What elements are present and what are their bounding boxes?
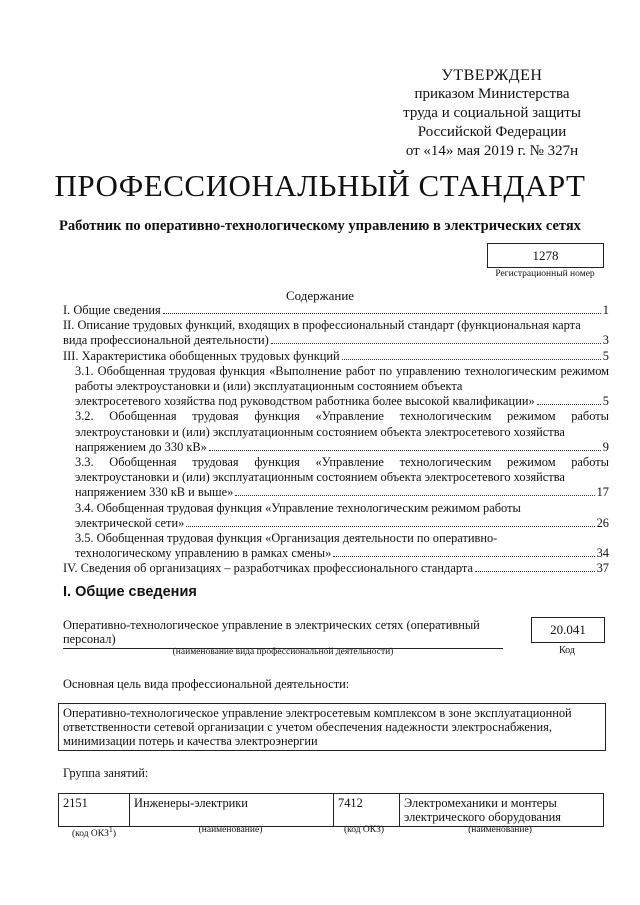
occupation-group-label: Группа занятий: bbox=[63, 766, 149, 780]
toc-item-text: 3.4. Обобщенная трудовая функция «Управление технологическим режимом работы bbox=[75, 500, 521, 515]
okz-code-label: (код ОКЗ) bbox=[343, 825, 385, 835]
okz-code: 7412 bbox=[334, 794, 400, 827]
toc-item bbox=[63, 501, 609, 531]
toc-item-title: напряжением 330 кВ и выше» bbox=[75, 485, 234, 500]
goal-label: Основная цель вида профессиональной деятельности: bbox=[63, 677, 350, 691]
toc-item-text: 3.1. Обобщенная трудовая функция «Выполнение работ по управлению технологическим режимом работы электроустановки и (или) эксплуатационным состоянием объекта bbox=[75, 363, 609, 394]
footnote-marker: 1 bbox=[108, 825, 113, 834]
approval-line: труда и социальной защиты bbox=[403, 105, 581, 121]
approval-heading: УТВЕРЖДЕН bbox=[441, 67, 543, 84]
toc-item bbox=[63, 364, 609, 410]
approval-line: Российской Федерации bbox=[417, 124, 567, 140]
section-heading: I. Общие сведения bbox=[63, 584, 197, 600]
toc-item-title: I. Общие сведения bbox=[63, 303, 161, 317]
toc-item-text: 3.5. Обобщенная трудовая функция «Организация деятельности по оперативно- bbox=[75, 531, 498, 546]
toc-item-text: II. Описание трудовых функций, входящих в профессиональный стандарт (функциональная карта bbox=[63, 318, 581, 333]
toc-item-text: 3.3. Обобщенная трудовая функция «Управление технологическим режимом работы электроустановки и (или) эксплуатационным состоянием объекта электросетевого хозяйства bbox=[75, 455, 609, 485]
toc-dot-leader bbox=[342, 359, 601, 360]
activity-name: Оперативно-технологическое управление в электрических сетях (оперативный персонал) bbox=[63, 618, 503, 649]
toc-page-number: 34 bbox=[596, 546, 609, 561]
toc-item-line bbox=[63, 561, 609, 576]
toc-item bbox=[63, 409, 609, 455]
toc-dot-leader bbox=[209, 450, 601, 451]
occupation-name: Электромеханики и монтеры электрического оборудования bbox=[400, 794, 604, 827]
toc-page-number: 17 bbox=[596, 485, 609, 500]
toc-item-line bbox=[63, 333, 609, 348]
toc-page-number: 1 bbox=[602, 303, 609, 317]
approval-line: приказом Министерства bbox=[414, 86, 570, 102]
toc-item-title: электросетевого хозяйства под руководством работника более высокой квалификации» bbox=[75, 394, 535, 409]
toc-item-line bbox=[75, 394, 609, 409]
toc-item-line bbox=[75, 440, 609, 455]
registration-number: 1278 bbox=[487, 243, 604, 268]
registration-label: Регистрационный номер bbox=[495, 269, 595, 279]
toc-item-title: IV. Сведения об организациях – разработчиках профессионального стандарта bbox=[63, 561, 473, 576]
table-of-contents bbox=[63, 303, 609, 577]
toc-item-title: электрической сети» bbox=[75, 515, 185, 530]
occupation-table bbox=[58, 793, 604, 827]
toc-dot-leader bbox=[235, 495, 594, 496]
toc-dot-leader bbox=[537, 404, 601, 405]
toc-item bbox=[63, 318, 609, 348]
toc-page-number: 5 bbox=[602, 394, 609, 409]
toc-dot-leader bbox=[163, 313, 601, 314]
toc-dot-leader bbox=[186, 526, 594, 527]
occupation-name-label: (наименование) bbox=[198, 825, 263, 835]
toc-page-number: 26 bbox=[596, 515, 609, 530]
toc-item-title: вида профессиональной деятельности) bbox=[63, 333, 269, 348]
document-subtitle: Работник по оперативно-технологическому управлению в электрических сетях bbox=[59, 218, 581, 234]
activity-name-label: (наименование вида профессиональной деятельности) bbox=[172, 647, 394, 657]
toc-item-title: технологическому управлению в рамках смены» bbox=[75, 546, 332, 561]
document-title: ПРОФЕССИОНАЛЬНЫЙ СТАНДАРТ bbox=[54, 168, 586, 203]
toc-dot-leader bbox=[333, 556, 594, 557]
approval-block bbox=[392, 66, 592, 161]
okz-code: 2151 bbox=[59, 794, 130, 827]
toc-dot-leader bbox=[475, 571, 595, 572]
toc-item-line bbox=[75, 546, 609, 561]
toc-item bbox=[63, 531, 609, 561]
goal-text: Оперативно-технологическое управление электросетевым комплексом в зоне эксплуатационной ответственности сетевой организации с учетом обеспечения надежности электроснабжения, минимизации потерь и качества электроэнергии bbox=[58, 703, 606, 751]
toc-title: Содержание bbox=[285, 288, 355, 303]
toc-page-number: 9 bbox=[602, 439, 609, 454]
table-row bbox=[59, 794, 604, 827]
okz-code-label-end: ) bbox=[112, 829, 117, 840]
occupation-name: Инженеры-электрики bbox=[130, 794, 334, 827]
toc-item-line bbox=[63, 349, 609, 364]
okz-code-label-text: (код ОКЗ bbox=[71, 829, 109, 840]
okz-code-label bbox=[58, 825, 130, 839]
toc-item-line bbox=[63, 303, 609, 318]
activity-code: 20.041 bbox=[531, 617, 605, 643]
toc-item-title: III. Характеристика обобщенных трудовых функций bbox=[63, 348, 340, 363]
toc-page-number: 3 bbox=[602, 333, 609, 348]
toc-item bbox=[63, 303, 609, 318]
occupation-name-label: (наименование) bbox=[468, 825, 532, 835]
approval-line: от «14» мая 2019 г. № 327н bbox=[405, 143, 579, 159]
toc-item-line bbox=[75, 516, 609, 531]
toc-item bbox=[63, 349, 609, 364]
activity-code-label: Код bbox=[559, 645, 575, 656]
toc-dot-leader bbox=[271, 343, 601, 344]
toc-page-number: 37 bbox=[596, 561, 609, 576]
toc-item-line bbox=[75, 485, 609, 500]
toc-item bbox=[63, 455, 609, 501]
toc-item bbox=[63, 561, 609, 576]
toc-item-title: напряжением до 330 кВ» bbox=[75, 439, 207, 454]
toc-page-number: 5 bbox=[602, 348, 609, 363]
toc-item-text: 3.2. Обобщенная трудовая функция «Управление технологическим режимом работы электроустановки и (или) эксплуатационным состоянием объекта электросетевого хозяйства bbox=[75, 409, 609, 439]
